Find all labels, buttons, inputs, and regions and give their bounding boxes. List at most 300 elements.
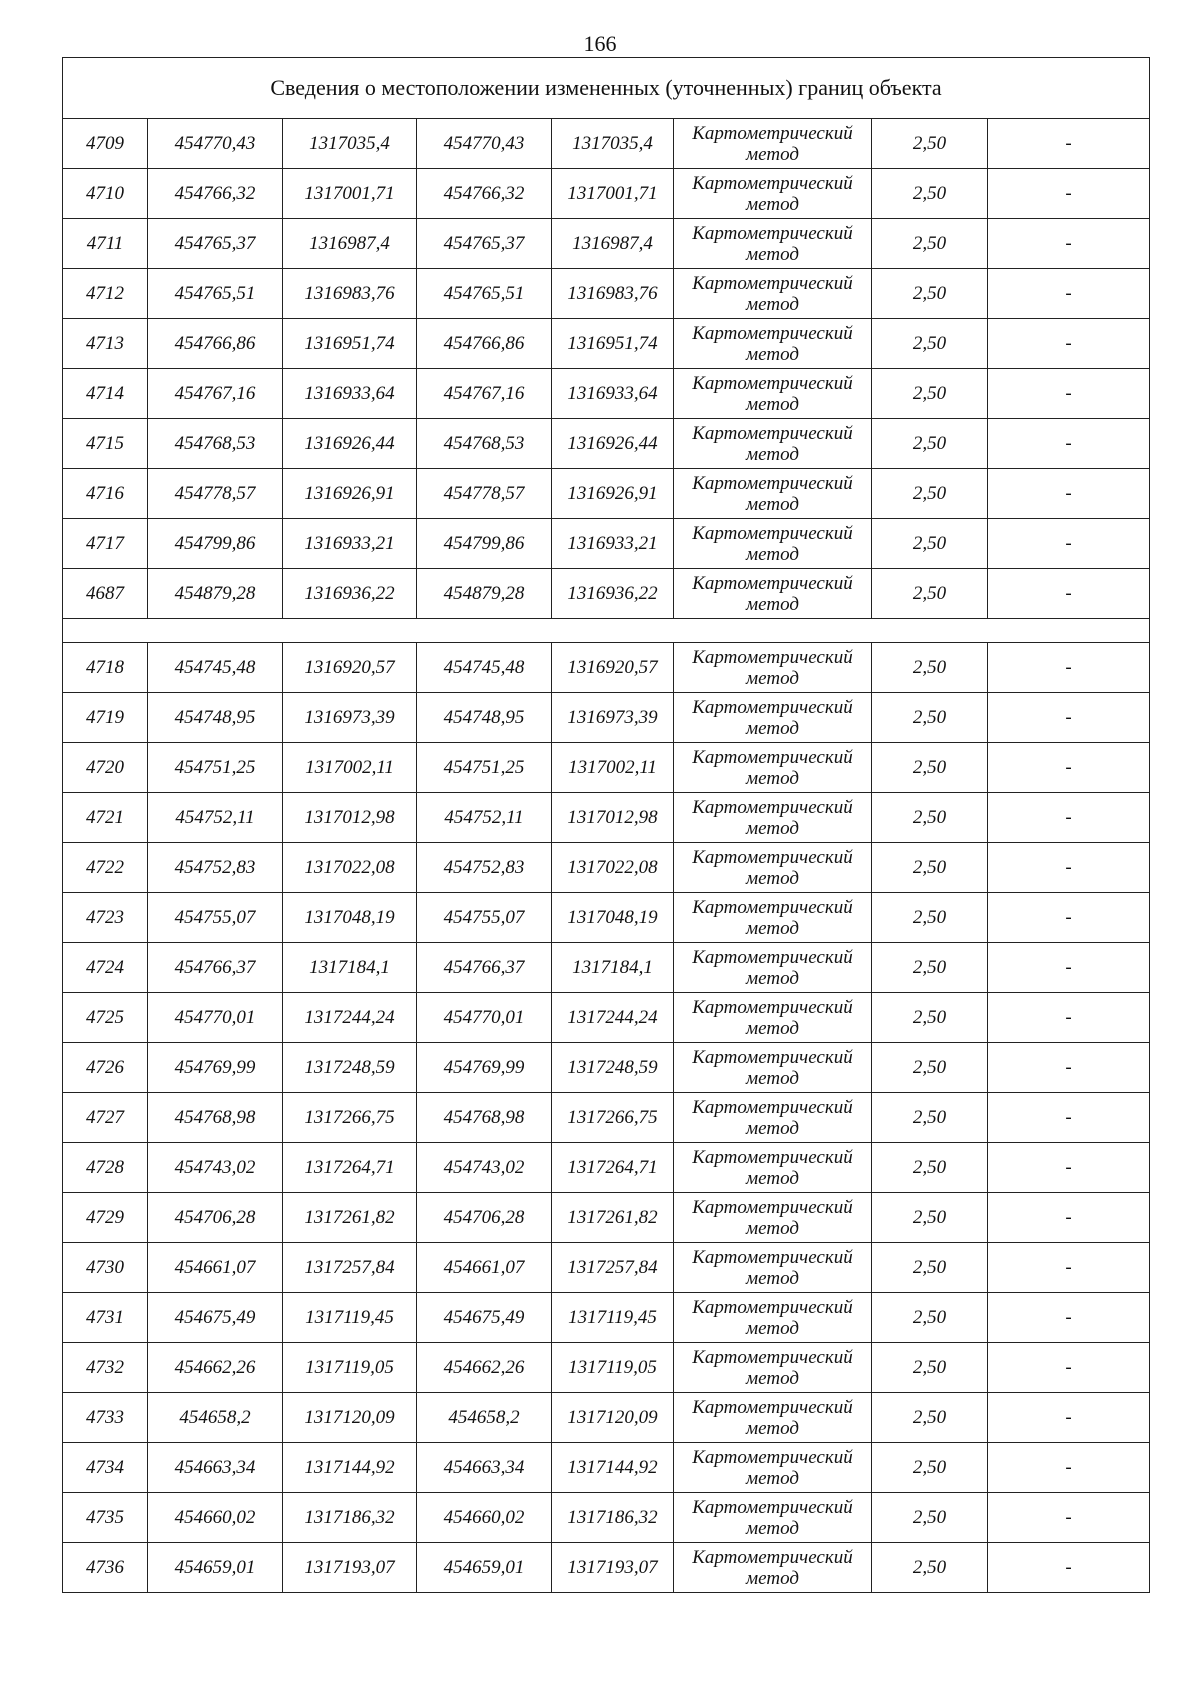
method-line2: метод	[746, 243, 799, 265]
table-row	[63, 169, 1150, 219]
boundary-coordinates-table	[62, 57, 1150, 1593]
point-number-cell: 4718	[63, 643, 148, 693]
method-line2: метод	[746, 967, 799, 989]
accuracy-cell: 2,50	[872, 1043, 988, 1093]
refined-y-cell: 1317144,92	[552, 1443, 674, 1493]
point-number-cell: 4723	[63, 893, 148, 943]
method-line1: Картометрический	[692, 1046, 853, 1068]
method-cell	[674, 169, 872, 219]
existing-x-cell: 454706,28	[148, 1193, 283, 1243]
existing-x-cell: 454765,51	[148, 269, 283, 319]
table-row	[63, 219, 1150, 269]
method-cell	[674, 843, 872, 893]
refined-x-cell: 454675,49	[417, 1293, 552, 1343]
note-cell: -	[988, 1493, 1150, 1543]
refined-y-cell: 1317257,84	[552, 1243, 674, 1293]
note-cell: -	[988, 743, 1150, 793]
method-line2: метод	[746, 1567, 799, 1589]
refined-y-cell: 1316951,74	[552, 319, 674, 369]
method-line2: метод	[746, 917, 799, 939]
method-cell	[674, 943, 872, 993]
table-row	[63, 893, 1150, 943]
page-number: 166	[583, 31, 617, 56]
existing-y-cell: 1317144,92	[283, 1443, 417, 1493]
refined-x-cell: 454769,99	[417, 1043, 552, 1093]
method-line1: Картометрический	[692, 322, 853, 344]
method-cell	[674, 219, 872, 269]
method-line2: метод	[746, 1467, 799, 1489]
method-line1: Картометрический	[692, 796, 853, 818]
method-line2: метод	[746, 593, 799, 615]
method-line1: Картометрический	[692, 122, 853, 144]
point-number-cell: 4710	[63, 169, 148, 219]
table-row	[63, 1143, 1150, 1193]
accuracy-cell: 2,50	[872, 1393, 988, 1443]
refined-x-cell: 454660,02	[417, 1493, 552, 1543]
refined-y-cell: 1316933,64	[552, 369, 674, 419]
refined-x-cell: 454745,48	[417, 643, 552, 693]
refined-y-cell: 1317012,98	[552, 793, 674, 843]
table-row	[63, 1193, 1150, 1243]
method-line1: Картометрический	[692, 272, 853, 294]
note-cell: -	[988, 1393, 1150, 1443]
accuracy-cell: 2,50	[872, 1543, 988, 1593]
table-row	[63, 793, 1150, 843]
accuracy-cell: 2,50	[872, 993, 988, 1043]
refined-x-cell: 454770,01	[417, 993, 552, 1043]
method-line2: метод	[746, 1117, 799, 1139]
method-cell	[674, 1493, 872, 1543]
table-row	[63, 643, 1150, 693]
table-row	[63, 1343, 1150, 1393]
existing-y-cell: 1317120,09	[283, 1393, 417, 1443]
method-cell	[674, 1343, 872, 1393]
refined-x-cell: 454766,86	[417, 319, 552, 369]
method-line2: метод	[746, 1367, 799, 1389]
method-line1: Картометрический	[692, 846, 853, 868]
existing-y-cell: 1317119,05	[283, 1343, 417, 1393]
note-cell: -	[988, 1343, 1150, 1393]
refined-y-cell: 1317244,24	[552, 993, 674, 1043]
table-row	[63, 1293, 1150, 1343]
table-row	[63, 1243, 1150, 1293]
refined-x-cell: 454658,2	[417, 1393, 552, 1443]
refined-x-cell: 454766,37	[417, 943, 552, 993]
refined-x-cell: 454768,53	[417, 419, 552, 469]
table-row	[63, 693, 1150, 743]
refined-x-cell: 454752,83	[417, 843, 552, 893]
existing-y-cell: 1317261,82	[283, 1193, 417, 1243]
note-cell: -	[988, 219, 1150, 269]
table-row	[63, 319, 1150, 369]
point-number-cell: 4721	[63, 793, 148, 843]
method-line2: метод	[746, 1417, 799, 1439]
method-line1: Картометрический	[692, 472, 853, 494]
existing-y-cell: 1317002,11	[283, 743, 417, 793]
refined-y-cell: 1317193,07	[552, 1543, 674, 1593]
method-line2: метод	[746, 393, 799, 415]
refined-y-cell: 1316933,21	[552, 519, 674, 569]
refined-x-cell: 454770,43	[417, 119, 552, 169]
refined-y-cell: 1317184,1	[552, 943, 674, 993]
method-cell	[674, 569, 872, 619]
method-line2: метод	[746, 293, 799, 315]
point-number-cell: 4711	[63, 219, 148, 269]
method-line2: метод	[746, 143, 799, 165]
method-cell	[674, 893, 872, 943]
accuracy-cell: 2,50	[872, 169, 988, 219]
method-line2: метод	[746, 343, 799, 365]
method-line1: Картометрический	[692, 746, 853, 768]
table-row	[63, 1093, 1150, 1143]
point-number-cell: 4722	[63, 843, 148, 893]
method-line1: Картометрический	[692, 1446, 853, 1468]
contour-separator	[63, 619, 1150, 643]
method-line1: Картометрический	[692, 1096, 853, 1118]
accuracy-cell: 2,50	[872, 1493, 988, 1543]
note-cell: -	[988, 943, 1150, 993]
existing-x-cell: 454770,01	[148, 993, 283, 1043]
existing-x-cell: 454755,07	[148, 893, 283, 943]
refined-y-cell: 1317048,19	[552, 893, 674, 943]
refined-x-cell: 454799,86	[417, 519, 552, 569]
existing-y-cell: 1316920,57	[283, 643, 417, 693]
method-line1: Картометрический	[692, 946, 853, 968]
note-cell: -	[988, 1293, 1150, 1343]
table-row	[63, 269, 1150, 319]
refined-y-cell: 1316987,4	[552, 219, 674, 269]
refined-x-cell: 454751,25	[417, 743, 552, 793]
existing-x-cell: 454661,07	[148, 1243, 283, 1293]
method-line2: метод	[746, 867, 799, 889]
accuracy-cell: 2,50	[872, 519, 988, 569]
table-row	[63, 1393, 1150, 1443]
accuracy-cell: 2,50	[872, 1093, 988, 1143]
table-row	[63, 519, 1150, 569]
note-cell: -	[988, 793, 1150, 843]
existing-x-cell: 454767,16	[148, 369, 283, 419]
table-row	[63, 1043, 1150, 1093]
accuracy-cell: 2,50	[872, 119, 988, 169]
note-cell: -	[988, 269, 1150, 319]
table-row	[63, 843, 1150, 893]
existing-x-cell: 454768,53	[148, 419, 283, 469]
refined-x-cell: 454661,07	[417, 1243, 552, 1293]
accuracy-cell: 2,50	[872, 643, 988, 693]
existing-x-cell: 454765,37	[148, 219, 283, 269]
note-cell: -	[988, 569, 1150, 619]
existing-y-cell: 1316987,4	[283, 219, 417, 269]
accuracy-cell: 2,50	[872, 469, 988, 519]
refined-x-cell: 454662,26	[417, 1343, 552, 1393]
note-cell: -	[988, 1443, 1150, 1493]
method-cell	[674, 419, 872, 469]
method-line1: Картометрический	[692, 1496, 853, 1518]
accuracy-cell: 2,50	[872, 743, 988, 793]
refined-y-cell: 1316936,22	[552, 569, 674, 619]
existing-x-cell: 454769,99	[148, 1043, 283, 1093]
point-number-cell: 4731	[63, 1293, 148, 1343]
method-cell	[674, 319, 872, 369]
method-line2: метод	[746, 1017, 799, 1039]
point-number-cell: 4730	[63, 1243, 148, 1293]
table-row	[63, 743, 1150, 793]
refined-x-cell: 454778,57	[417, 469, 552, 519]
method-cell	[674, 1443, 872, 1493]
method-line1: Картометрический	[692, 646, 853, 668]
point-number-cell: 4729	[63, 1193, 148, 1243]
method-cell	[674, 1143, 872, 1193]
note-cell: -	[988, 519, 1150, 569]
existing-y-cell: 1317012,98	[283, 793, 417, 843]
refined-x-cell: 454755,07	[417, 893, 552, 943]
accuracy-cell: 2,50	[872, 269, 988, 319]
table-row	[63, 119, 1150, 169]
note-cell: -	[988, 1093, 1150, 1143]
point-number-cell: 4717	[63, 519, 148, 569]
table-row	[63, 1493, 1150, 1543]
note-cell: -	[988, 419, 1150, 469]
point-number-cell: 4736	[63, 1543, 148, 1593]
table-title: Сведения о местоположении измененных (уточненных) границ объекта	[63, 58, 1150, 119]
existing-y-cell: 1317022,08	[283, 843, 417, 893]
existing-y-cell: 1317257,84	[283, 1243, 417, 1293]
note-cell: -	[988, 1543, 1150, 1593]
accuracy-cell: 2,50	[872, 1443, 988, 1493]
refined-x-cell: 454765,51	[417, 269, 552, 319]
point-number-cell: 4713	[63, 319, 148, 369]
existing-y-cell: 1316951,74	[283, 319, 417, 369]
table-title-row	[63, 58, 1150, 119]
existing-y-cell: 1317264,71	[283, 1143, 417, 1193]
point-number-cell: 4714	[63, 369, 148, 419]
method-line2: метод	[746, 667, 799, 689]
table-row	[63, 419, 1150, 469]
existing-x-cell: 454662,26	[148, 1343, 283, 1393]
method-line2: метод	[746, 1517, 799, 1539]
method-line1: Картометрический	[692, 222, 853, 244]
accuracy-cell: 2,50	[872, 569, 988, 619]
note-cell: -	[988, 643, 1150, 693]
existing-x-cell: 454768,98	[148, 1093, 283, 1143]
existing-x-cell: 454658,2	[148, 1393, 283, 1443]
method-line2: метод	[746, 1317, 799, 1339]
table-row	[63, 469, 1150, 519]
existing-y-cell: 1316936,22	[283, 569, 417, 619]
existing-y-cell: 1317184,1	[283, 943, 417, 993]
note-cell: -	[988, 893, 1150, 943]
accuracy-cell: 2,50	[872, 1193, 988, 1243]
method-cell	[674, 793, 872, 843]
method-line2: метод	[746, 443, 799, 465]
table-row	[63, 943, 1150, 993]
method-line2: метод	[746, 717, 799, 739]
refined-x-cell: 454743,02	[417, 1143, 552, 1193]
note-cell: -	[988, 843, 1150, 893]
method-cell	[674, 643, 872, 693]
table-row	[63, 569, 1150, 619]
refined-y-cell: 1316983,76	[552, 269, 674, 319]
existing-x-cell: 454752,83	[148, 843, 283, 893]
existing-y-cell: 1317244,24	[283, 993, 417, 1043]
contour-separator-row	[63, 619, 1150, 643]
point-number-cell: 4725	[63, 993, 148, 1043]
refined-y-cell: 1317002,11	[552, 743, 674, 793]
accuracy-cell: 2,50	[872, 219, 988, 269]
refined-x-cell: 454663,34	[417, 1443, 552, 1493]
method-line1: Картометрический	[692, 1296, 853, 1318]
note-cell: -	[988, 1143, 1150, 1193]
point-number-cell: 4732	[63, 1343, 148, 1393]
method-line1: Картометрический	[692, 1146, 853, 1168]
note-cell: -	[988, 1243, 1150, 1293]
method-line1: Картометрический	[692, 696, 853, 718]
method-line2: метод	[746, 493, 799, 515]
point-number-cell: 4735	[63, 1493, 148, 1543]
refined-x-cell: 454879,28	[417, 569, 552, 619]
method-line2: метод	[746, 1217, 799, 1239]
method-line1: Картометрический	[692, 422, 853, 444]
refined-y-cell: 1317248,59	[552, 1043, 674, 1093]
method-line1: Картометрический	[692, 896, 853, 918]
method-cell	[674, 1293, 872, 1343]
method-cell	[674, 469, 872, 519]
existing-y-cell: 1316926,91	[283, 469, 417, 519]
note-cell: -	[988, 1193, 1150, 1243]
method-cell	[674, 1043, 872, 1093]
accuracy-cell: 2,50	[872, 1143, 988, 1193]
method-line2: метод	[746, 767, 799, 789]
refined-y-cell: 1317264,71	[552, 1143, 674, 1193]
refined-y-cell: 1317266,75	[552, 1093, 674, 1143]
method-line2: метод	[746, 817, 799, 839]
point-number-cell: 4687	[63, 569, 148, 619]
method-line2: метод	[746, 1167, 799, 1189]
existing-y-cell: 1317186,32	[283, 1493, 417, 1543]
existing-x-cell: 454743,02	[148, 1143, 283, 1193]
table-row	[63, 1443, 1150, 1493]
refined-y-cell: 1316926,44	[552, 419, 674, 469]
point-number-cell: 4724	[63, 943, 148, 993]
existing-x-cell: 454663,34	[148, 1443, 283, 1493]
point-number-cell: 4734	[63, 1443, 148, 1493]
refined-y-cell: 1317001,71	[552, 169, 674, 219]
accuracy-cell: 2,50	[872, 419, 988, 469]
existing-y-cell: 1316933,64	[283, 369, 417, 419]
accuracy-cell: 2,50	[872, 693, 988, 743]
accuracy-cell: 2,50	[872, 893, 988, 943]
note-cell: -	[988, 993, 1150, 1043]
method-cell	[674, 693, 872, 743]
method-cell	[674, 1193, 872, 1243]
method-line1: Картометрический	[692, 996, 853, 1018]
method-line1: Картометрический	[692, 572, 853, 594]
note-cell: -	[988, 1043, 1150, 1093]
existing-y-cell: 1316983,76	[283, 269, 417, 319]
existing-x-cell: 454778,57	[148, 469, 283, 519]
method-cell	[674, 519, 872, 569]
method-line2: метод	[746, 193, 799, 215]
existing-y-cell: 1316926,44	[283, 419, 417, 469]
method-line2: метод	[746, 543, 799, 565]
existing-y-cell: 1316973,39	[283, 693, 417, 743]
refined-y-cell: 1316920,57	[552, 643, 674, 693]
accuracy-cell: 2,50	[872, 793, 988, 843]
note-cell: -	[988, 119, 1150, 169]
existing-x-cell: 454660,02	[148, 1493, 283, 1543]
note-cell: -	[988, 369, 1150, 419]
refined-y-cell: 1317022,08	[552, 843, 674, 893]
refined-x-cell: 454748,95	[417, 693, 552, 743]
table-row	[63, 1543, 1150, 1593]
refined-x-cell: 454706,28	[417, 1193, 552, 1243]
method-cell	[674, 119, 872, 169]
refined-y-cell: 1317186,32	[552, 1493, 674, 1543]
refined-y-cell: 1317119,45	[552, 1293, 674, 1343]
note-cell: -	[988, 169, 1150, 219]
accuracy-cell: 2,50	[872, 843, 988, 893]
existing-y-cell: 1316933,21	[283, 519, 417, 569]
existing-x-cell: 454766,86	[148, 319, 283, 369]
accuracy-cell: 2,50	[872, 1293, 988, 1343]
method-cell	[674, 1243, 872, 1293]
point-number-cell: 4733	[63, 1393, 148, 1443]
existing-x-cell: 454675,49	[148, 1293, 283, 1343]
note-cell: -	[988, 469, 1150, 519]
accuracy-cell: 2,50	[872, 369, 988, 419]
method-line1: Картометрический	[692, 1546, 853, 1568]
method-cell	[674, 743, 872, 793]
refined-y-cell: 1317035,4	[552, 119, 674, 169]
note-cell: -	[988, 693, 1150, 743]
method-line1: Картометрический	[692, 1346, 853, 1368]
refined-x-cell: 454765,37	[417, 219, 552, 269]
refined-x-cell: 454767,16	[417, 369, 552, 419]
existing-x-cell: 454799,86	[148, 519, 283, 569]
existing-x-cell: 454770,43	[148, 119, 283, 169]
existing-y-cell: 1317001,71	[283, 169, 417, 219]
method-line1: Картометрический	[692, 1246, 853, 1268]
point-number-cell: 4719	[63, 693, 148, 743]
existing-x-cell: 454748,95	[148, 693, 283, 743]
method-cell	[674, 1543, 872, 1593]
point-number-cell: 4720	[63, 743, 148, 793]
method-cell	[674, 369, 872, 419]
refined-x-cell: 454768,98	[417, 1093, 552, 1143]
method-line1: Картометрический	[692, 522, 853, 544]
point-number-cell: 4709	[63, 119, 148, 169]
accuracy-cell: 2,50	[872, 943, 988, 993]
existing-x-cell: 454751,25	[148, 743, 283, 793]
table-row	[63, 369, 1150, 419]
accuracy-cell: 2,50	[872, 1243, 988, 1293]
method-cell	[674, 1093, 872, 1143]
method-cell	[674, 993, 872, 1043]
existing-x-cell: 454766,37	[148, 943, 283, 993]
existing-x-cell: 454766,32	[148, 169, 283, 219]
point-number-cell: 4727	[63, 1093, 148, 1143]
existing-y-cell: 1317048,19	[283, 893, 417, 943]
note-cell: -	[988, 319, 1150, 369]
point-number-cell: 4712	[63, 269, 148, 319]
method-line1: Картометрический	[692, 1396, 853, 1418]
refined-y-cell: 1316926,91	[552, 469, 674, 519]
existing-y-cell: 1317266,75	[283, 1093, 417, 1143]
existing-y-cell: 1317035,4	[283, 119, 417, 169]
existing-x-cell: 454659,01	[148, 1543, 283, 1593]
refined-y-cell: 1317119,05	[552, 1343, 674, 1393]
existing-x-cell: 454745,48	[148, 643, 283, 693]
